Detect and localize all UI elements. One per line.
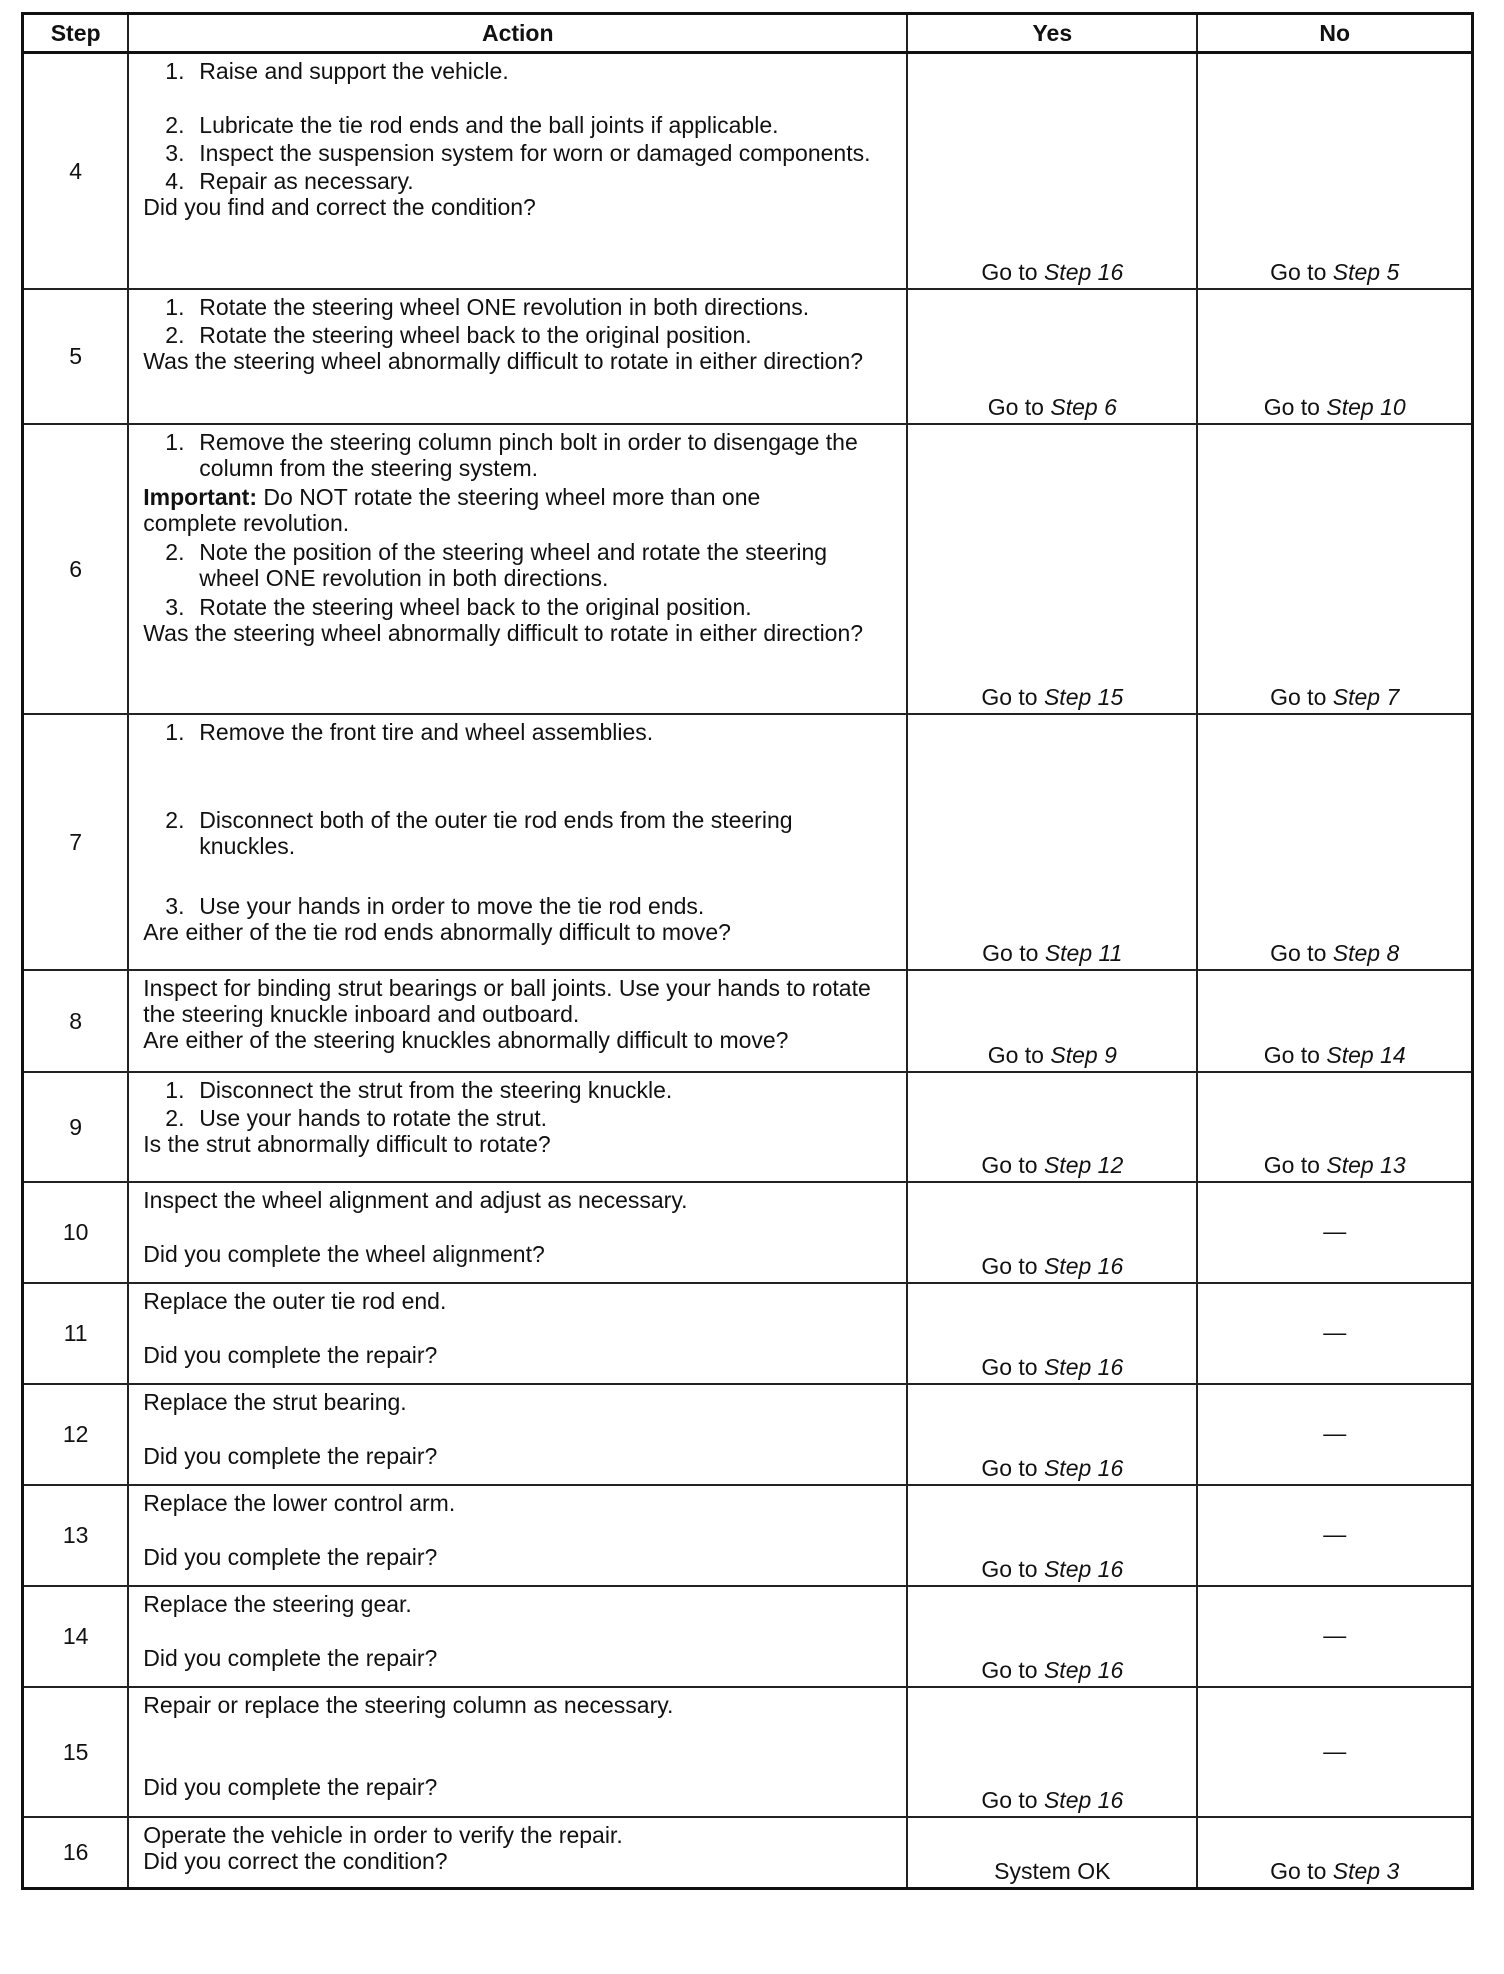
list-item: 2. Rotate the steering wheel back to the original position.: [165, 321, 752, 348]
no-dash: —: [1323, 1319, 1347, 1345]
no-cell: [1197, 1182, 1472, 1283]
action-cell: [128, 1384, 907, 1485]
action-question: Did you find and correct the condition?: [143, 194, 536, 220]
no-cell: [1197, 1384, 1472, 1485]
yes-cell: Go to Step 9: [907, 970, 1197, 1072]
list-item: 3. Use your hands in order to move the tie rod ends.: [165, 892, 705, 919]
action-question: Did you complete the repair?: [143, 1442, 438, 1469]
table-row-step-4: [23, 53, 1473, 289]
action-list: [143, 58, 898, 194]
action-text: Repair or replace the steering column as necessary.: [143, 1691, 674, 1718]
header-yes: Yes: [907, 14, 1197, 53]
step-number: 15: [23, 1687, 129, 1817]
yes-cell: Go to Step 16: [907, 1384, 1197, 1485]
step-number: 11: [23, 1283, 129, 1384]
action-text: Replace the strut bearing.: [143, 1388, 407, 1415]
no-cell: Go to Step 5: [1197, 53, 1472, 289]
step-number: 7: [23, 714, 129, 970]
table-row-step-16: [23, 1817, 1473, 1889]
no-dash: —: [1323, 1218, 1347, 1244]
action-list: [143, 539, 898, 620]
action-cell: [128, 1586, 907, 1687]
no-dash: —: [1323, 1420, 1347, 1446]
yes-cell: Go to Step 15: [907, 424, 1197, 714]
header-action: Action: [128, 14, 907, 53]
action-text: Replace the outer tie rod end.: [143, 1287, 447, 1314]
yes-cell: [907, 1817, 1197, 1889]
action-cell: [128, 53, 907, 289]
action-list: [143, 429, 898, 481]
yes-cell: Go to Step 16: [907, 53, 1197, 289]
action-cell: [128, 1182, 907, 1283]
table-row-step-7: [23, 714, 1473, 970]
step-number: 5: [23, 289, 129, 424]
no-cell: Go to Step 7: [1197, 424, 1472, 714]
list-item: 2. Disconnect both of the outer tie rod ends from the steering knuckles.: [165, 806, 793, 859]
list-item: 1. Remove the front tire and wheel assemblies.: [165, 718, 654, 745]
list-item: 1. Raise and support the vehicle.: [165, 58, 509, 84]
action-question: Did you correct the condition?: [143, 1847, 448, 1874]
action-cell: [128, 1817, 907, 1889]
action-cell: [128, 424, 907, 714]
action-cell: [128, 1485, 907, 1586]
no-dash: —: [1323, 1622, 1347, 1648]
action-cell: [128, 1072, 907, 1182]
list-item: 3. Rotate the steering wheel back to the original position.: [165, 593, 752, 620]
no-cell: Go to Step 3: [1197, 1817, 1472, 1889]
action-question: Is the strut abnormally difficult to rotate?: [143, 1130, 551, 1157]
step-number: 8: [23, 970, 129, 1072]
table-row-step-10: [23, 1182, 1473, 1283]
yes-cell: Go to Step 16: [907, 1182, 1197, 1283]
system-ok-label: System OK: [994, 1858, 1111, 1884]
list-item: 4. Repair as necessary.: [165, 168, 414, 194]
important-note: Important: Do NOT rotate the steering wheel more than one complete revolution.: [143, 483, 761, 536]
yes-cell: Go to Step 16: [907, 1283, 1197, 1384]
action-cell: [128, 970, 907, 1072]
step-number: 16: [23, 1817, 129, 1889]
action-list: [143, 1077, 898, 1131]
step-number: 9: [23, 1072, 129, 1182]
no-cell: [1197, 1485, 1472, 1586]
table-row-step-9: [23, 1072, 1473, 1182]
action-text: Inspect the wheel alignment and adjust as necessary.: [143, 1186, 688, 1213]
table-row-step-13: [23, 1485, 1473, 1586]
yes-cell: Go to Step 12: [907, 1072, 1197, 1182]
step-number: 12: [23, 1384, 129, 1485]
no-cell: Go to Step 10: [1197, 289, 1472, 424]
yes-cell: Go to Step 16: [907, 1586, 1197, 1687]
header-no: No: [1197, 14, 1472, 53]
list-item: 1. Remove the steering column pinch bolt in order to disengage the column from the steering system.: [165, 428, 858, 481]
action-text: Replace the steering gear.: [143, 1590, 412, 1617]
action-cell: [128, 714, 907, 970]
yes-cell: Go to Step 6: [907, 289, 1197, 424]
yes-cell: Go to Step 16: [907, 1485, 1197, 1586]
no-dash: —: [1323, 1521, 1347, 1547]
action-question: Did you complete the repair?: [143, 1644, 438, 1671]
table-row-step-5: [23, 289, 1473, 424]
action-text: Inspect for binding strut bearings or ball joints. Use your hands to rotate the steering knuckle inboard and outboard.: [143, 974, 871, 1027]
action-text: Operate the vehicle in order to verify the repair.: [143, 1821, 623, 1848]
list-item: 2. Note the position of the steering wheel and rotate the steering wheel ONE revolution in both directions.: [165, 538, 828, 591]
action-question: Did you complete the repair?: [143, 1341, 438, 1368]
list-item: 3. Inspect the suspension system for worn or damaged components.: [165, 140, 871, 166]
action-question: Did you complete the repair?: [143, 1773, 438, 1800]
action-question: Did you complete the repair?: [143, 1543, 438, 1570]
step-number: 13: [23, 1485, 129, 1586]
no-cell: [1197, 1586, 1472, 1687]
table-row-step-11: [23, 1283, 1473, 1384]
table-row-step-12: [23, 1384, 1473, 1485]
no-cell: [1197, 1687, 1472, 1817]
list-item: 1. Rotate the steering wheel ONE revolution in both directions.: [165, 293, 810, 320]
action-list: [143, 294, 898, 348]
list-item: 1. Disconnect the strut from the steering knuckle.: [165, 1076, 673, 1103]
table-row-step-8: [23, 970, 1473, 1072]
step-number: 10: [23, 1182, 129, 1283]
list-item: 2. Use your hands to rotate the strut.: [165, 1104, 548, 1131]
action-question: Did you complete the wheel alignment?: [143, 1240, 545, 1267]
action-cell: [128, 1283, 907, 1384]
table-row-step-15: [23, 1687, 1473, 1817]
step-number: 4: [23, 53, 129, 289]
action-list: [143, 719, 898, 919]
action-cell: [128, 289, 907, 424]
no-cell: Go to Step 13: [1197, 1072, 1472, 1182]
header-step: Step: [23, 14, 129, 53]
diagnostic-table: [21, 12, 1474, 1890]
yes-cell: Go to Step 16: [907, 1687, 1197, 1817]
no-cell: [1197, 1283, 1472, 1384]
table-row-step-6: [23, 424, 1473, 714]
list-item: 2. Lubricate the tie rod ends and the ball joints if applicable.: [165, 112, 779, 138]
no-cell: Go to Step 14: [1197, 970, 1472, 1072]
table-row-step-14: [23, 1586, 1473, 1687]
action-text: Replace the lower control arm.: [143, 1489, 456, 1516]
no-dash: —: [1323, 1737, 1347, 1764]
yes-cell: Go to Step 11: [907, 714, 1197, 970]
action-question: Are either of the steering knuckles abnormally difficult to move?: [143, 1026, 789, 1053]
no-cell: Go to Step 8: [1197, 714, 1472, 970]
action-question: Was the steering wheel abnormally difficult to rotate in either direction?: [143, 347, 864, 374]
step-number: 14: [23, 1586, 129, 1687]
action-question: Was the steering wheel abnormally difficult to rotate in either direction?: [143, 619, 864, 646]
action-cell: [128, 1687, 907, 1817]
header-row: [23, 14, 1473, 53]
action-question: Are either of the tie rod ends abnormally difficult to move?: [143, 918, 731, 945]
step-number: 6: [23, 424, 129, 714]
